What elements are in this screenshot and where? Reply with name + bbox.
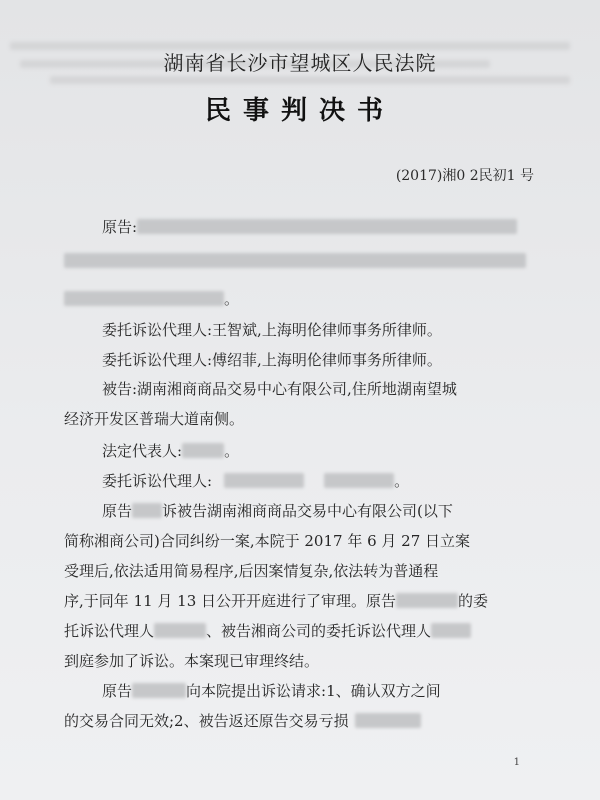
text-segment: 原告 — [102, 502, 133, 520]
text-segment: 原告 — [102, 682, 133, 700]
defendant-address-line: 经济开发区普瑞大道南侧。 — [64, 410, 245, 428]
text-segment: 、被告湘商公司的委托诉讼代理人 — [206, 622, 432, 640]
redacted-text — [355, 713, 421, 728]
line-tail: 。 — [224, 290, 240, 308]
paragraph-2-line-1 — [102, 680, 441, 701]
court-name: 湖南省长沙市望城区人民法院 — [163, 51, 437, 75]
text-segment: 诉被告湖南湘商商品交易中心有限公司(以下 — [162, 502, 453, 520]
text-segment: 托诉讼代理人 — [64, 622, 155, 640]
defendant-agent-label: 委托诉讼代理人: — [102, 472, 213, 490]
text-segment: 的交易合同无效;2、被告返还原告交易亏损 — [64, 712, 349, 730]
defendant-agent-line — [102, 470, 409, 491]
redacted-text — [154, 623, 206, 638]
paragraph-1-line-2: 简称湘商公司)合同纠纷一案,本院于 2017 年 6 月 27 日立案 — [64, 532, 471, 550]
plaintiff-line-3 — [64, 288, 239, 309]
text-segment: 向本院提出诉讼请求:1、确认双方之间 — [186, 682, 441, 700]
paragraph-1-line-1 — [102, 500, 453, 521]
paragraph-2-line-2 — [64, 710, 421, 731]
plaintiff-line — [102, 216, 517, 237]
redacted-text — [64, 291, 224, 306]
plaintiff-label: 原告: — [102, 218, 138, 236]
redacted-text — [132, 683, 186, 698]
paragraph-1-line-3: 受理后,依法适用简易程序,后因案情复杂,依法转为普通程 — [64, 562, 439, 580]
line-tail: 。 — [394, 472, 410, 490]
paragraph-1-line-4 — [64, 590, 488, 611]
redacted-text — [224, 473, 304, 488]
case-number: (2017)湘0 2民初1 号 — [395, 168, 534, 184]
document-title: 民事判决书 — [204, 96, 395, 126]
plaintiff-line-2 — [64, 252, 526, 270]
redacted-text — [64, 253, 526, 268]
legal-rep-line — [102, 440, 239, 461]
redacted-text — [431, 623, 471, 638]
redacted-text — [132, 503, 162, 518]
defendant-line: 被告:湖南湘商商品交易中心有限公司,住所地湖南望城 — [102, 380, 457, 398]
redacted-text — [396, 593, 458, 608]
agent-line-2: 委托诉讼代理人:傅绍菲,上海明伦律师事务所律师。 — [102, 351, 442, 369]
redacted-text — [137, 219, 517, 234]
agent-line-1: 委托诉讼代理人:王智斌,上海明伦律师事务所律师。 — [102, 321, 442, 339]
paragraph-1-line-5 — [64, 620, 471, 641]
legal-rep-label: 法定代表人: — [102, 442, 183, 460]
text-segment: 序,于同年 11 月 13 日公开开庭进行了审理。原告 — [64, 592, 397, 610]
redacted-text — [324, 473, 394, 488]
paragraph-1-line-6: 到庭参加了诉讼。本案现已审理终结。 — [64, 652, 320, 670]
bleed-line — [50, 76, 570, 84]
redacted-text — [182, 443, 224, 458]
text-segment: 的委 — [458, 592, 489, 610]
line-tail: 。 — [224, 442, 240, 460]
page-number: 1 — [513, 757, 520, 768]
